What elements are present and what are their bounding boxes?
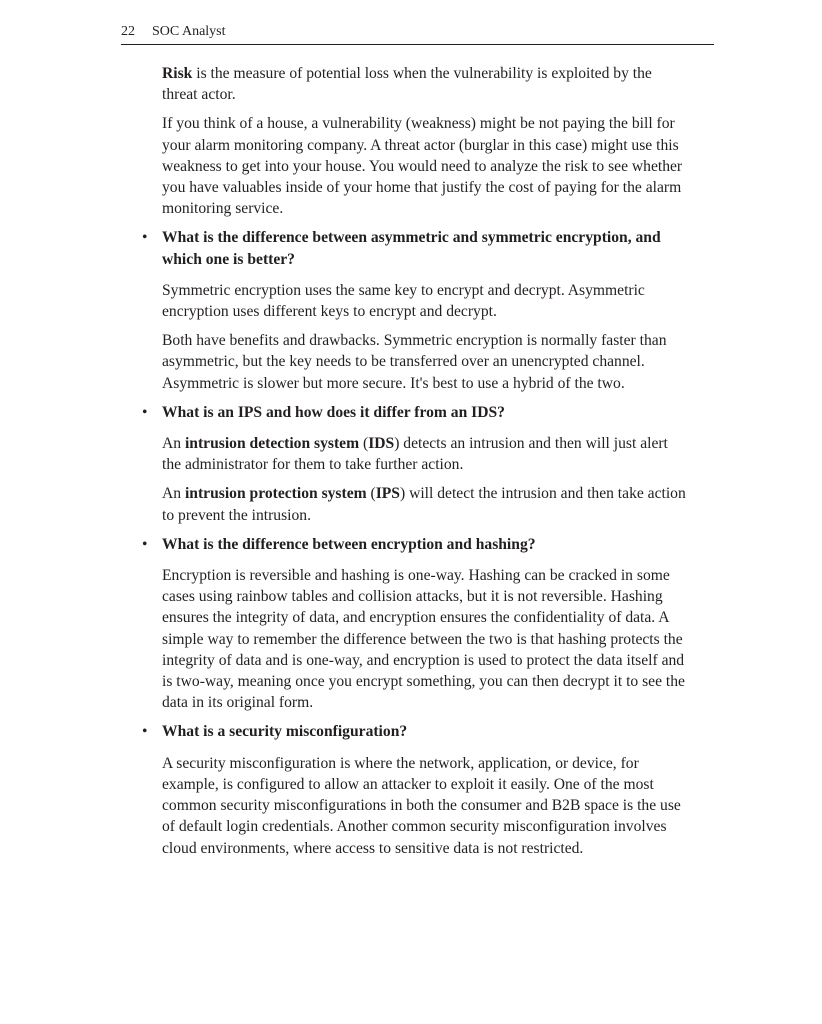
risk-paragraph: Risk is the measure of potential loss when the vulnerability is exploited by the threat actor.	[162, 65, 652, 104]
question-security-misconfiguration: • What is a security misconfiguration?	[162, 721, 722, 742]
answer-paragraph: Symmetric encryption uses the same key to encrypt and decrypt. Asymmetric encryption uses different keys to encrypt and decrypt.	[162, 281, 645, 321]
question-encryption-types: • What is the difference between asymmetric and symmetric encryption, and which one is better?	[142, 229, 661, 268]
risk-term: Risk	[162, 65, 193, 82]
bullet-icon: •	[142, 535, 148, 553]
running-title: SOC Analyst	[152, 24, 226, 39]
bullet-icon: •	[142, 723, 148, 741]
running-header	[121, 22, 714, 45]
page-number: 22	[121, 24, 135, 39]
house-analogy-paragraph: If you think of a house, a vulnerability (weakness) might be not paying the bill for your alarm monitoring company. A threat actor (burglar in this case) might use this weakness to get into your house. You would need to analyze the risk to see whether you have valuables inside of your home that justify the cost of paying for the alarm monitoring service.	[162, 115, 683, 218]
answer-paragraph: A security misconfiguration is where the network, application, or device, for example, is configured to allow an attacker to exploit it easily. One of the most common security misconfigurations in both the consumer and B2B space is the use of default login credentials. Another common security misconfiguration involves cloud environments, where access to sensitive data is not restricted.	[162, 754, 681, 857]
answer-paragraph: Encryption is reversible and hashing is one-way. Hashing can be cracked in some cases using rainbow tables and collision attacks, but it is not reversible. Hashing ensures the integrity of data, and encryption ensures the confidentiality of data. A simple way to remember the difference between the two is that hashing protects the integrity of data and is one-way, and encryption is used to protect the data itself and is two-way, meaning once you encrypt something, you can then decrypt it to see the data in its original form.	[162, 567, 685, 712]
bullet-icon: •	[142, 229, 148, 247]
question-ips-ids: • What is an IPS and how does it differ from an IDS?	[162, 402, 722, 423]
bullet-icon: •	[142, 403, 148, 421]
page-body	[142, 63, 722, 867]
answer-paragraph: Both have benefits and drawbacks. Symmetric encryption is normally faster than asymmetric, but the key needs to be transferred over an unencrypted channel. Asymmetric is slower but more secure. It's best to use a hybrid of the two.	[162, 332, 667, 392]
question-encryption-hashing: • What is the difference between encryption and hashing?	[162, 534, 722, 555]
ips-paragraph: An intrusion protection system (IPS) will detect the intrusion and then take action to prevent the intrusion.	[162, 485, 686, 524]
ids-paragraph: An intrusion detection system (IDS) detects an intrusion and then will just alert the administrator for them to take further action.	[162, 435, 668, 474]
